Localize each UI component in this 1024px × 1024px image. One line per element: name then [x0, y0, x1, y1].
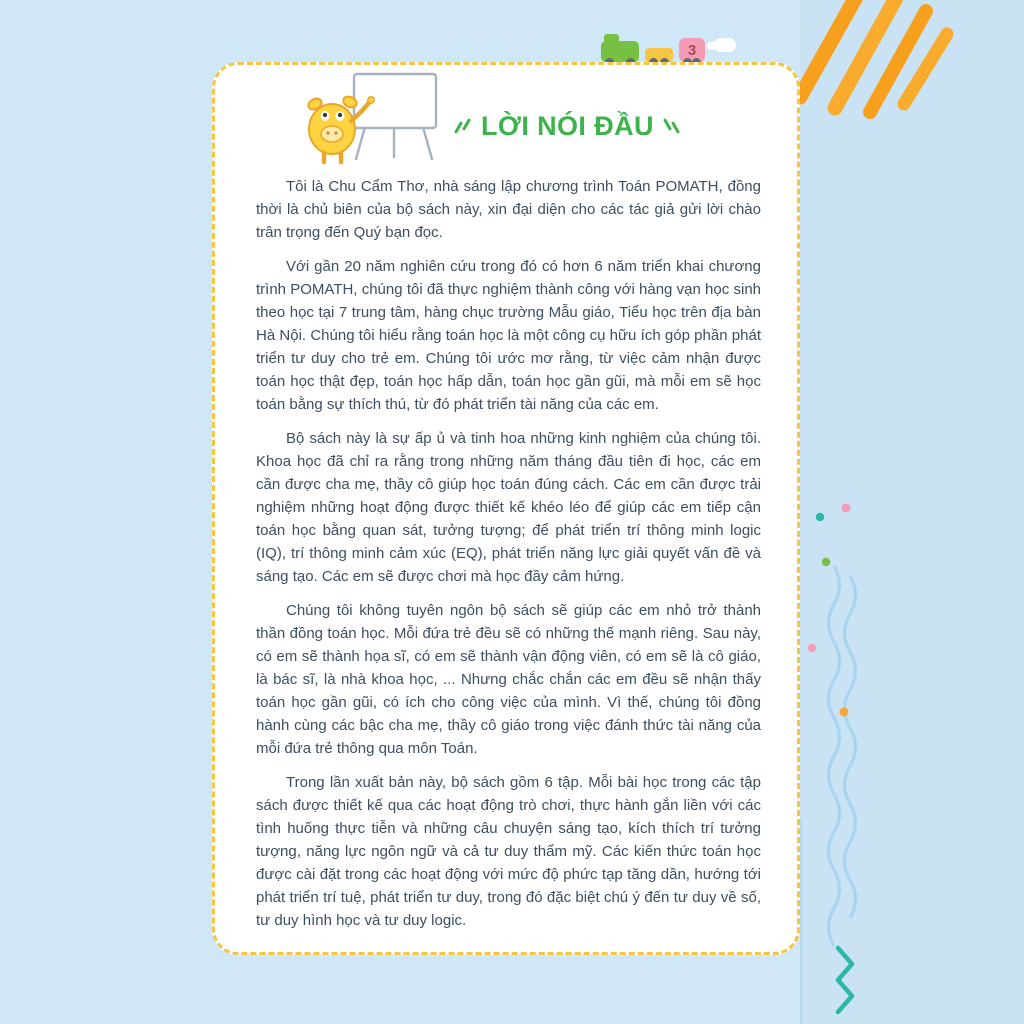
train-decoration: [601, 28, 736, 62]
side-decorations: [798, 488, 1024, 1024]
preface-paragraph-2: Với gần 20 năm nghiên cứu trong đó có hơn 6 năm triển khai chương trình POMATH, chúng tôi đã thực nghiệm thành công với hàng vạn học sinh theo học tại 7 trung tâm, hàng chục trường Mẫu giáo, Tiểu học trên địa bàn Hà Nội. Chúng tôi hiểu rằng toán học là một công cụ hữu ích góp phần phát triển tư duy cho trẻ em. Chúng tôi ước mơ rằng, từ việc cảm nhận được toán học thật đẹp, toán học hấp dẫn, toán học gần gũi, mà mỗi em sẽ học toán bằng sự thích thú, từ đó phát triển tài năng của các em.: [256, 258, 761, 413]
page-number-badge: [679, 38, 705, 62]
steam-cloud-icon: [714, 38, 736, 52]
train-engine-icon: [601, 41, 639, 62]
preface-paragraph-1: Tôi là Chu Cẩm Thơ, nhà sáng lập chương trình Toán POMATH, đồng thời là chủ biên của bộ sách này, xin đại diện cho các tác giả gửi lời chào trân trọng đến Quý bạn đọc.: [256, 178, 761, 241]
preface-text: [215, 65, 797, 952]
orange-brush-icon: [775, 0, 1024, 142]
zigzag-icon: [838, 948, 852, 1012]
train-car-icon: [645, 48, 673, 62]
confetti-dots: [808, 504, 851, 717]
preface-paragraph-3: Bộ sách này là sự ấp ủ và tinh hoa những kinh nghiệm của chúng tôi. Khoa học đã chỉ ra rằng trong những năm tháng đầu tiên đi học, các em cần được cha mẹ, thầy cô giúp học toán đúng cách. Các em cần được trải nghiệm những hoạt động được thiết kế khéo léo để giúp các em tiếp cận toán học bằng quan sát, tưởng tượng; để phát triển trí thông minh logic (IQ), trí thông minh cảm xúc (EQ), phát triển năng lực giải quyết vấn đề và sáng tạo. Các em sẽ được chơi mà học đầy cảm hứng.: [256, 430, 761, 585]
wave-lines-icon: [829, 566, 856, 946]
content-card: [212, 62, 800, 955]
preface-paragraph-5: Trong lần xuất bản này, bộ sách gồm 6 tập. Mỗi bài học trong các tập sách được thiết kế qua các hoạt động trò chơi, thực hành gắn liền với các tình huống thực tiễn và những câu chuyện sáng tạo, kích thích trí tưởng tượng, năng lực ngôn ngữ và cả tư duy thẩm mỹ. Các kiến thức toán học được cài đặt trong các hoạt động với mức độ phức tạp tăng dần, hướng tới phát triển trí tuệ, phát triển tư duy, trong đó đặc biệt chú ý đến tư duy về số, tư duy hình học và tư duy logic.: [256, 774, 761, 929]
page-number: 3: [687, 41, 697, 59]
page-title: LỜI NÓI ĐẦU: [481, 111, 654, 141]
preface-paragraph-4: Chúng tôi không tuyên ngôn bộ sách sẽ giúp các em nhỏ trở thành thần đồng toán học. Mỗi đứa trẻ đều sẽ có những thế mạnh riêng. Sau này, có em sẽ thành họa sĩ, có em sẽ thành vận động viên, có em sẽ là cô giáo, là bác sĩ, là nhà khoa học, ... Nhưng chắc chắn các em đều sẽ nhận thấy toán học gần gũi, có ích cho công việc của mình. Vì thế, chúng tôi đồng hành cùng các bậc cha mẹ, thầy cô giáo trong việc đánh thức tài năng của mỗi đứa trẻ thông qua môn Toán.: [256, 602, 761, 757]
